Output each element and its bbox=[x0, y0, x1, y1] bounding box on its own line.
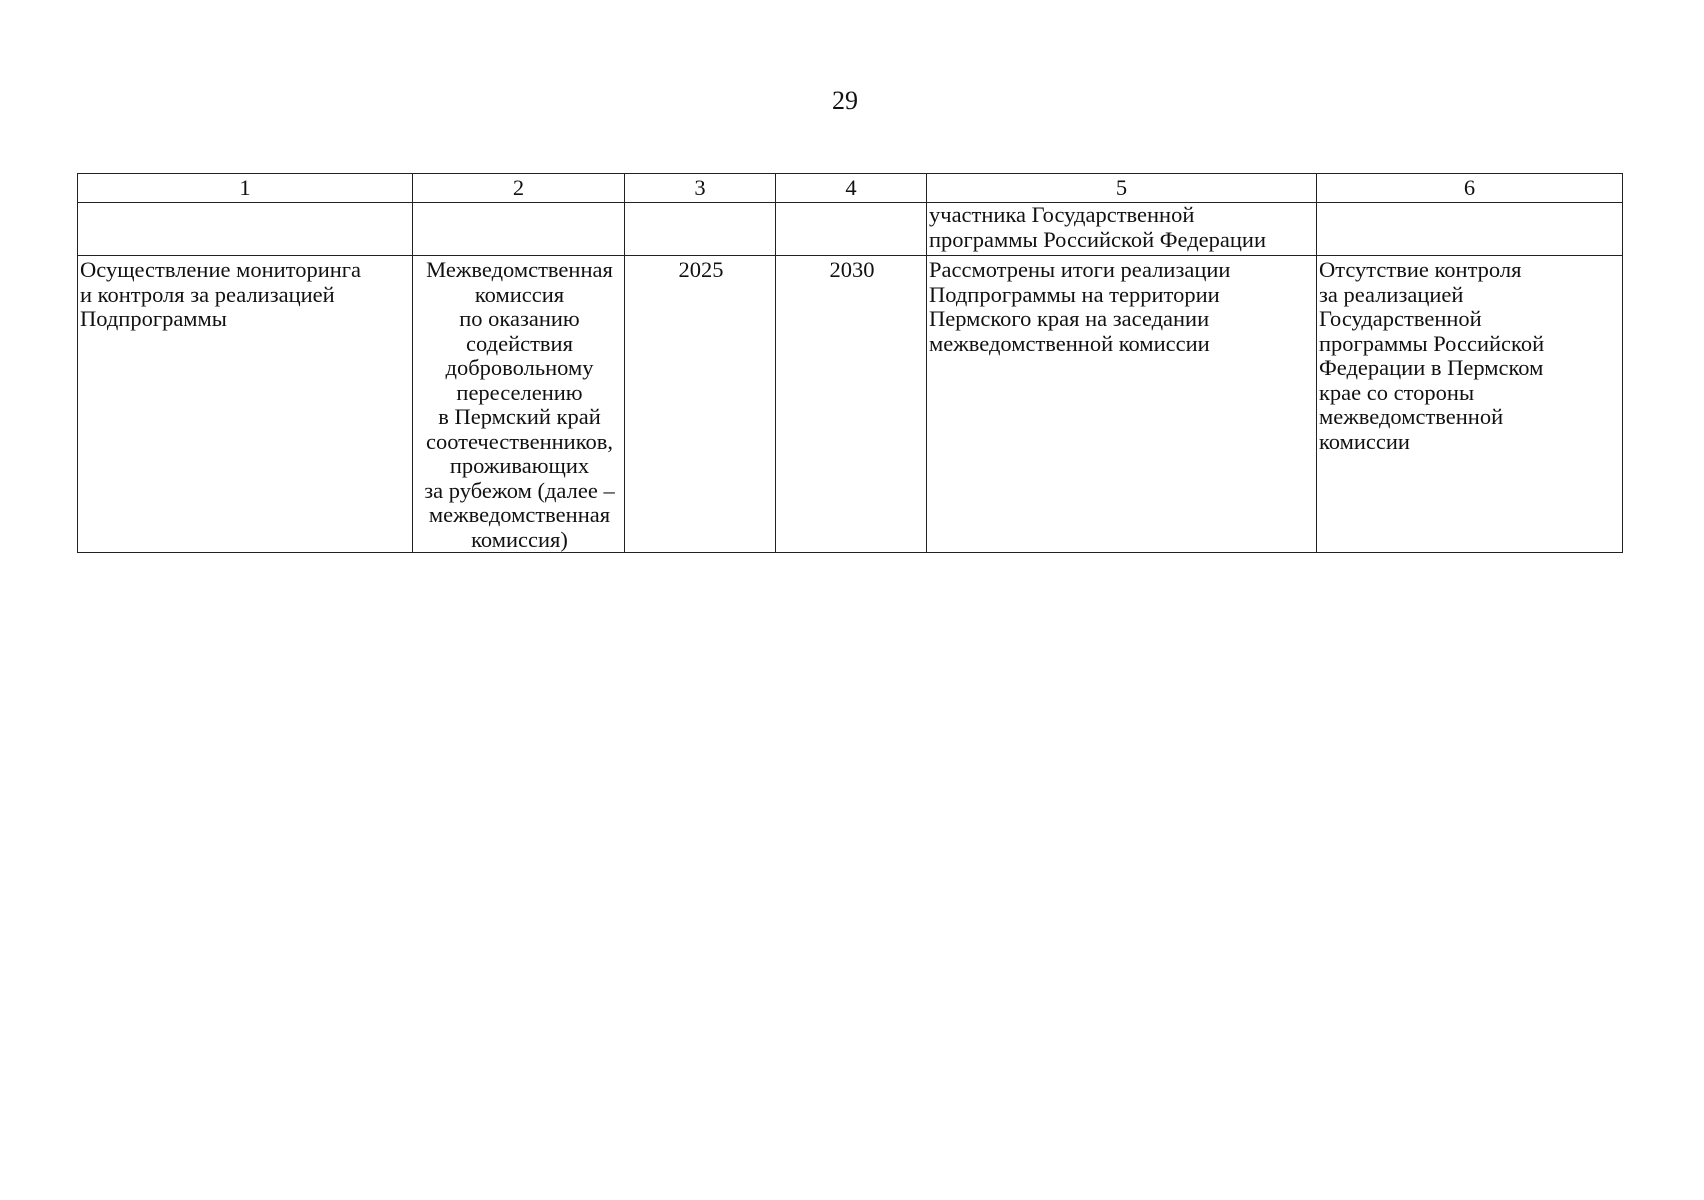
cell-responsible: Межведомственная комиссия по оказанию содействия добровольному переселению в Пермский край соотечественников, проживающих за рубежом (далее – межведомственная комиссия) bbox=[413, 256, 625, 553]
column-header-1: 1 bbox=[78, 174, 413, 203]
cell-continuation-col4 bbox=[776, 203, 927, 256]
table-row-monitoring bbox=[78, 256, 1623, 553]
cell-start-year: 2025 bbox=[625, 256, 776, 553]
column-header-4: 4 bbox=[776, 174, 927, 203]
cell-expected-result: Рассмотрены итоги реализации Подпрограммы на территории Пермского края на заседании межведомственной комиссии bbox=[927, 256, 1317, 553]
table-row-continuation bbox=[78, 203, 1623, 256]
cell-end-year: 2030 bbox=[776, 256, 927, 553]
column-header-5: 5 bbox=[927, 174, 1317, 203]
cell-activity: Осуществление мониторинга и контроля за реализацией Подпрограммы bbox=[78, 256, 413, 553]
column-header-3: 3 bbox=[625, 174, 776, 203]
document-table bbox=[77, 173, 1623, 553]
cell-consequences: Отсутствие контроля за реализацией Государственной программы Российской Федерации в Пермском крае со стороны межведомственной комиссии bbox=[1317, 256, 1623, 553]
table-header-row bbox=[78, 174, 1623, 203]
cell-continuation-col5: участника Государственной программы Российской Федерации bbox=[927, 203, 1317, 256]
cell-continuation-col6 bbox=[1317, 203, 1623, 256]
cell-continuation-col1 bbox=[78, 203, 413, 256]
column-header-6: 6 bbox=[1317, 174, 1623, 203]
cell-continuation-col2 bbox=[413, 203, 625, 256]
column-header-2: 2 bbox=[413, 174, 625, 203]
page-number: 29 bbox=[832, 86, 858, 115]
cell-continuation-col3 bbox=[625, 203, 776, 256]
